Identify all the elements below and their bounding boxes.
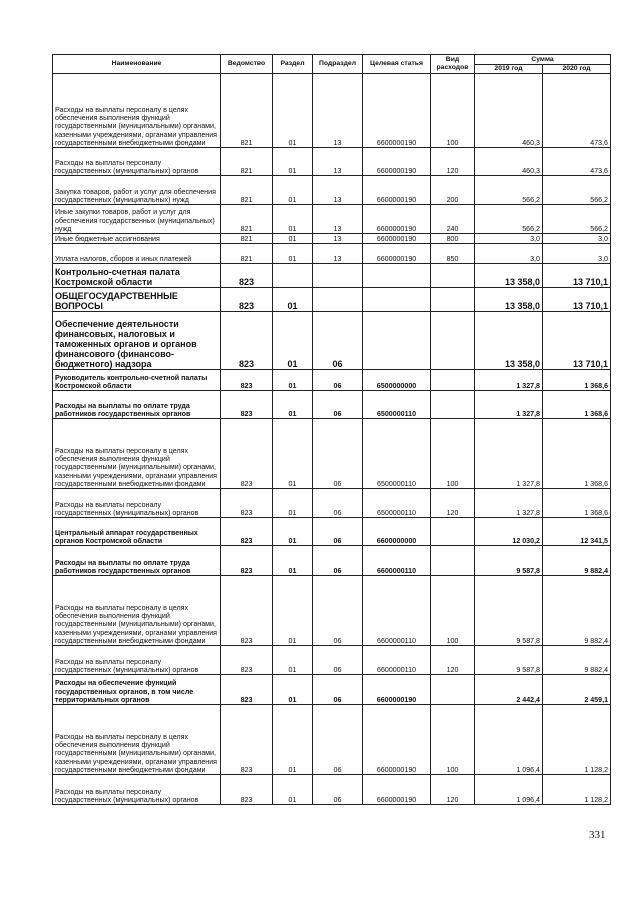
- cell-amount-2020: 566,2: [543, 205, 611, 234]
- cell-expense-type: [431, 264, 475, 288]
- table-row: [53, 176, 611, 205]
- cell-amount-2020: 3,0: [543, 234, 611, 244]
- cell-amount-2020: 473,6: [543, 74, 611, 148]
- cell-name: Закупка товаров, работ и услуг для обеспечения государственных (муниципальных) нужд: [53, 176, 221, 205]
- table-row: [53, 148, 611, 176]
- cell-section: 01: [273, 74, 313, 148]
- cell-expense-type: [431, 288, 475, 312]
- header-year-2020: 2020 год: [543, 65, 611, 74]
- header-expense-type: Вид расходов: [431, 55, 475, 74]
- cell-section: 01: [273, 675, 313, 705]
- cell-expense-type: [431, 391, 475, 419]
- cell-department: 823: [221, 489, 273, 518]
- cell-amount-2019: 9 587,8: [475, 546, 543, 576]
- cell-name: Расходы на выплаты по оплате труда работников государственных органов: [53, 546, 221, 576]
- cell-amount-2019: 460,3: [475, 148, 543, 176]
- cell-amount-2020: 1 128,2: [543, 705, 611, 775]
- cell-amount-2019: 9 587,8: [475, 576, 543, 646]
- cell-amount-2020: 473,6: [543, 148, 611, 176]
- cell-name: Контрольно-счетная палата Костромской области: [53, 264, 221, 288]
- cell-subsection: 13: [313, 244, 363, 264]
- page-number: 331: [589, 829, 606, 841]
- cell-expense-type: [431, 312, 475, 370]
- cell-name: Расходы на выплаты персоналу государственных (муниципальных) органов: [53, 646, 221, 675]
- cell-target: 6600000190: [363, 205, 431, 234]
- cell-name: Центральный аппарат государственных органов Костромской области: [53, 518, 221, 546]
- cell-amount-2020: 1 368,6: [543, 489, 611, 518]
- cell-department: 823: [221, 288, 273, 312]
- cell-section: 01: [273, 546, 313, 576]
- cell-target: 6600000190: [363, 244, 431, 264]
- cell-department: 821: [221, 74, 273, 148]
- cell-amount-2019: 12 030,2: [475, 518, 543, 546]
- table-row: [53, 705, 611, 775]
- cell-amount-2020: 1 368,6: [543, 370, 611, 391]
- cell-department: 823: [221, 675, 273, 705]
- cell-expense-type: 120: [431, 148, 475, 176]
- cell-department: 823: [221, 518, 273, 546]
- cell-expense-type: 800: [431, 234, 475, 244]
- table-row: [53, 576, 611, 646]
- cell-section: 01: [273, 148, 313, 176]
- cell-target: 6600000190: [363, 74, 431, 148]
- cell-target: 6600000110: [363, 546, 431, 576]
- cell-section: 01: [273, 489, 313, 518]
- cell-department: 823: [221, 546, 273, 576]
- cell-expense-type: 100: [431, 576, 475, 646]
- cell-section: [273, 264, 313, 288]
- table-row: [53, 518, 611, 546]
- cell-department: 821: [221, 148, 273, 176]
- cell-target: 6600000190: [363, 775, 431, 805]
- cell-section: 01: [273, 288, 313, 312]
- cell-department: 823: [221, 576, 273, 646]
- table-row: [53, 546, 611, 576]
- header-name: Наименование: [53, 55, 221, 74]
- cell-expense-type: [431, 518, 475, 546]
- cell-subsection: 06: [313, 312, 363, 370]
- cell-expense-type: 200: [431, 176, 475, 205]
- table-row: [53, 391, 611, 419]
- table-row: [53, 312, 611, 370]
- table-row: [53, 264, 611, 288]
- cell-target: 6500000110: [363, 391, 431, 419]
- cell-expense-type: 100: [431, 74, 475, 148]
- table-row: [53, 234, 611, 244]
- cell-section: 01: [273, 646, 313, 675]
- cell-section: 01: [273, 705, 313, 775]
- cell-amount-2019: 566,2: [475, 176, 543, 205]
- cell-target: 6600000110: [363, 646, 431, 675]
- cell-amount-2019: 3,0: [475, 234, 543, 244]
- cell-name: Расходы на выплаты персоналу государственных (муниципальных) органов: [53, 775, 221, 805]
- cell-amount-2019: 3,0: [475, 244, 543, 264]
- cell-target: 6600000190: [363, 705, 431, 775]
- cell-amount-2019: 1 327,8: [475, 370, 543, 391]
- cell-name: ОБЩЕГОСУДАРСТВЕННЫЕ ВОПРОСЫ: [53, 288, 221, 312]
- cell-name: Расходы на выплаты персоналу в целях обеспечения выполнения функций государственными (муниципальными) органами, казенными учреждениями, органами управления государственными внебюджетными фондами: [53, 705, 221, 775]
- cell-department: 823: [221, 419, 273, 489]
- cell-amount-2020: 12 341,5: [543, 518, 611, 546]
- cell-amount-2020: 1 368,6: [543, 391, 611, 419]
- cell-amount-2020: 9 882,4: [543, 646, 611, 675]
- cell-target: 6600000190: [363, 675, 431, 705]
- cell-target: [363, 264, 431, 288]
- cell-name: Расходы на выплаты персоналу в целях обеспечения выполнения функций государственными (муниципальными) органами, казенными учреждениями, органами управления государственными внебюджетными фондами: [53, 419, 221, 489]
- cell-amount-2019: 13 358,0: [475, 264, 543, 288]
- cell-department: 821: [221, 234, 273, 244]
- cell-section: 01: [273, 234, 313, 244]
- cell-target: 6600000110: [363, 576, 431, 646]
- cell-section: 01: [273, 391, 313, 419]
- header-target: Целевая статья: [363, 55, 431, 74]
- cell-subsection: 06: [313, 646, 363, 675]
- cell-subsection: 06: [313, 391, 363, 419]
- cell-amount-2019: 1 327,8: [475, 489, 543, 518]
- cell-expense-type: [431, 675, 475, 705]
- cell-expense-type: [431, 546, 475, 576]
- cell-section: 01: [273, 176, 313, 205]
- cell-amount-2020: 9 882,4: [543, 546, 611, 576]
- cell-amount-2020: 3,0: [543, 244, 611, 264]
- cell-subsection: 06: [313, 705, 363, 775]
- cell-name: Расходы на выплаты по оплате труда работников государственных органов: [53, 391, 221, 419]
- cell-section: 01: [273, 775, 313, 805]
- cell-subsection: 06: [313, 489, 363, 518]
- cell-department: 823: [221, 705, 273, 775]
- cell-department: 823: [221, 775, 273, 805]
- header-subsection: Подраздел: [313, 55, 363, 74]
- cell-subsection: 06: [313, 675, 363, 705]
- cell-expense-type: 100: [431, 419, 475, 489]
- cell-section: 01: [273, 518, 313, 546]
- table-body: [53, 74, 611, 805]
- cell-target: 6600000000: [363, 518, 431, 546]
- cell-amount-2019: 13 358,0: [475, 312, 543, 370]
- cell-section: 01: [273, 205, 313, 234]
- cell-subsection: 06: [313, 576, 363, 646]
- cell-name: Уплата налогов, сборов и иных платежей: [53, 244, 221, 264]
- cell-amount-2019: 1 096,4: [475, 705, 543, 775]
- cell-amount-2019: 566,2: [475, 205, 543, 234]
- cell-department: 823: [221, 264, 273, 288]
- cell-amount-2019: 9 587,8: [475, 646, 543, 675]
- cell-section: 01: [273, 312, 313, 370]
- cell-amount-2020: 1 368,6: [543, 419, 611, 489]
- cell-amount-2020: 566,2: [543, 176, 611, 205]
- cell-name: Расходы на выплаты персоналу в целях обеспечения выполнения функций государственными (муниципальными) органами, казенными учреждениями, органами управления государственными внебюджетными фондами: [53, 74, 221, 148]
- budget-table: [52, 54, 611, 805]
- cell-amount-2020: 13 710,1: [543, 288, 611, 312]
- cell-expense-type: 120: [431, 646, 475, 675]
- cell-subsection: [313, 264, 363, 288]
- cell-name: Обеспечение деятельности финансовых, налоговых и таможенных органов и органов финансового (финансово-бюджетного) надзора: [53, 312, 221, 370]
- cell-target: 6500000000: [363, 370, 431, 391]
- cell-target: 6600000190: [363, 176, 431, 205]
- cell-subsection: 13: [313, 234, 363, 244]
- cell-name: Расходы на выплаты персоналу государственных (муниципальных) органов: [53, 489, 221, 518]
- cell-name: Расходы на выплаты персоналу государственных (муниципальных) органов: [53, 148, 221, 176]
- cell-expense-type: 120: [431, 775, 475, 805]
- cell-name: Расходы на выплаты персоналу в целях обеспечения выполнения функций государственными (муниципальными) органами, казенными учреждениями, органами управления государственными внебюджетными фондами: [53, 576, 221, 646]
- cell-name: Иные закупки товаров, работ и услуг для обеспечения государственных (муниципальных) нужд: [53, 205, 221, 234]
- cell-amount-2020: 9 882,4: [543, 576, 611, 646]
- cell-amount-2020: 13 710,1: [543, 264, 611, 288]
- cell-name: Расходы на обеспечение функций государственных органов, в том числе территориальных органов: [53, 675, 221, 705]
- table-row: [53, 646, 611, 675]
- cell-subsection: 06: [313, 546, 363, 576]
- header-row-top: [53, 55, 611, 65]
- cell-subsection: 06: [313, 518, 363, 546]
- cell-subsection: 13: [313, 205, 363, 234]
- cell-amount-2019: 460,3: [475, 74, 543, 148]
- cell-department: 821: [221, 205, 273, 234]
- cell-department: 821: [221, 244, 273, 264]
- cell-subsection: 06: [313, 419, 363, 489]
- cell-amount-2020: 13 710,1: [543, 312, 611, 370]
- cell-amount-2019: 2 442,4: [475, 675, 543, 705]
- cell-amount-2020: 1 128,2: [543, 775, 611, 805]
- cell-expense-type: 850: [431, 244, 475, 264]
- table-row: [53, 74, 611, 148]
- cell-section: 01: [273, 370, 313, 391]
- cell-amount-2019: 13 358,0: [475, 288, 543, 312]
- cell-amount-2019: 1 096,4: [475, 775, 543, 805]
- cell-target: 6500000110: [363, 419, 431, 489]
- cell-name: Иные бюджетные ассигнования: [53, 234, 221, 244]
- header-sum: Сумма: [475, 55, 611, 65]
- cell-section: 01: [273, 244, 313, 264]
- cell-subsection: 13: [313, 74, 363, 148]
- cell-target: 6600000190: [363, 148, 431, 176]
- cell-expense-type: [431, 370, 475, 391]
- cell-department: 821: [221, 176, 273, 205]
- cell-target: [363, 288, 431, 312]
- cell-name: Руководитель контрольно-счетной палаты Костромской области: [53, 370, 221, 391]
- cell-section: 01: [273, 419, 313, 489]
- cell-expense-type: 120: [431, 489, 475, 518]
- cell-subsection: 13: [313, 148, 363, 176]
- table-row: [53, 675, 611, 705]
- cell-subsection: 13: [313, 176, 363, 205]
- table-row: [53, 419, 611, 489]
- cell-subsection: 06: [313, 370, 363, 391]
- cell-target: 6600000190: [363, 234, 431, 244]
- cell-subsection: 06: [313, 775, 363, 805]
- table-row: [53, 205, 611, 234]
- table-row: [53, 775, 611, 805]
- table-row: [53, 489, 611, 518]
- header-department: Ведомство: [221, 55, 273, 74]
- cell-section: 01: [273, 576, 313, 646]
- cell-target: [363, 312, 431, 370]
- cell-expense-type: 100: [431, 705, 475, 775]
- cell-department: 823: [221, 646, 273, 675]
- header-section: Раздел: [273, 55, 313, 74]
- cell-target: 6500000110: [363, 489, 431, 518]
- cell-expense-type: 240: [431, 205, 475, 234]
- cell-amount-2019: 1 327,8: [475, 419, 543, 489]
- table-row: [53, 244, 611, 264]
- cell-subsection: [313, 288, 363, 312]
- cell-department: 823: [221, 391, 273, 419]
- cell-department: 823: [221, 370, 273, 391]
- table-row: [53, 370, 611, 391]
- header-year-2019: 2019 год: [475, 65, 543, 74]
- cell-amount-2020: 2 459,1: [543, 675, 611, 705]
- cell-amount-2019: 1 327,8: [475, 391, 543, 419]
- table-row: [53, 288, 611, 312]
- cell-department: 823: [221, 312, 273, 370]
